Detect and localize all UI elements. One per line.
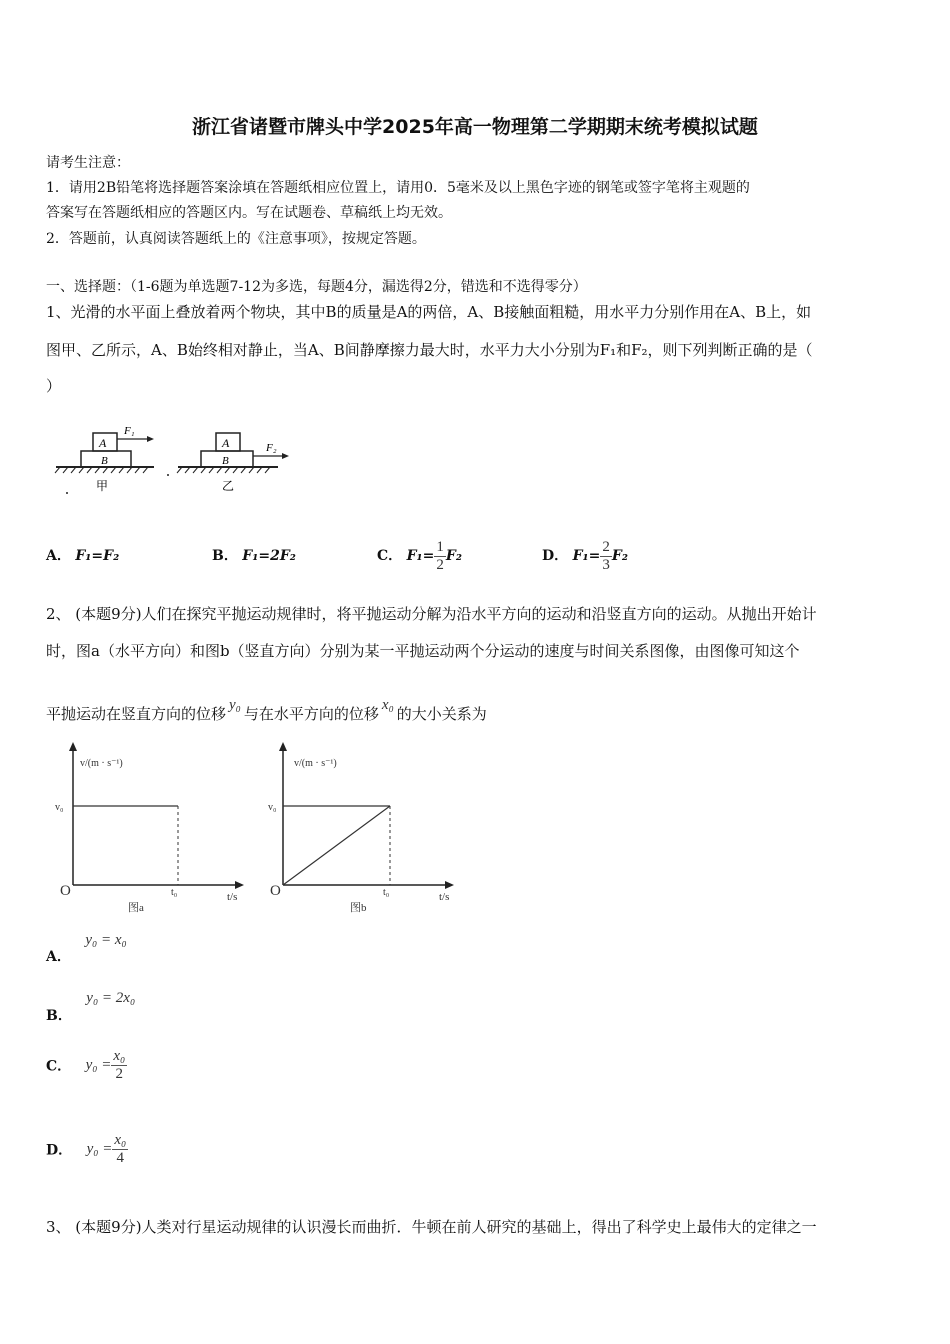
question-2-option-c[interactable] <box>46 1048 127 1083</box>
option-text: F₁= <box>406 548 435 564</box>
x0-symbol: x₀ <box>381 697 394 713</box>
question-1-line-1: 1、光滑的水平面上叠放着两个物块，其中B的质量是A的两倍，A、B接触面粗糙，用水平力分别作用在A、B上，如 <box>46 303 812 321</box>
option-expression: y₀ = <box>86 1141 113 1157</box>
fraction-numerator: x₀ <box>114 1132 127 1148</box>
notice-line-2: 2．答题前，认真阅读答题纸上的《注意事项》，按规定答题。 <box>46 231 426 247</box>
question-1-option-d[interactable] <box>542 517 628 574</box>
option-expression: y₀ = <box>85 1057 112 1073</box>
section-heading: 一、选择题：（1-6题为单选题7-12为多选，每题4分，漏选得2分，错选和不选得零分） <box>46 279 587 295</box>
question-1-line-2: 图甲、乙所示，A、B始终相对静止，当A、B间静摩擦力最大时，水平力大小分别为F₁和F₂，则下列判断正确的是（ <box>46 341 813 359</box>
y-axis-label: v/(m · s⁻¹) <box>80 758 123 769</box>
page-title: 浙江省诸暨市牌头中学2025年高一物理第二学期期末统考模拟试题 <box>192 116 758 138</box>
figure-yi <box>167 433 289 493</box>
option-text: F₂ <box>445 548 462 564</box>
fraction <box>600 539 612 574</box>
question-1-option-b[interactable] <box>212 545 296 565</box>
fraction-numerator: x₀ <box>113 1048 126 1064</box>
question-2-option-d[interactable] <box>46 1132 128 1167</box>
fraction-denominator: 3 <box>602 556 610 573</box>
question-2-line-2: 时，图a（水平方向）和图b（竖直方向）分别为某一平抛运动两个分运动的速度与时间关系图像，由图像可知这个 <box>46 642 800 660</box>
option-text: F₁=F₂ <box>75 548 120 564</box>
fraction-denominator: 2 <box>115 1066 124 1082</box>
fraction-numerator: 1 <box>436 538 444 555</box>
question-1-figure <box>46 420 306 500</box>
fraction <box>111 1048 127 1083</box>
option-letter: B． <box>46 1008 72 1024</box>
notice-line-1a: 1．请用2B铅笔将选择题答案涂填在答题纸相应位置上，请用0．5毫米及以上黑色字迹的钢笔或签字笔将主观题的 <box>46 180 750 196</box>
y-axis-label: v/(m · s⁻¹) <box>294 758 337 769</box>
t0-tick-label: t₀ <box>383 887 390 898</box>
graph-caption: 图a <box>128 902 144 914</box>
y0-symbol: y₀ <box>229 697 241 713</box>
block-b-label: B <box>101 455 108 467</box>
option-letter: C． <box>377 548 403 564</box>
force-1-label: F₁ <box>124 425 135 437</box>
option-letter: D． <box>542 548 569 564</box>
graph-b <box>268 742 454 914</box>
question-2-figure <box>46 742 466 917</box>
figure-caption-yi: 乙 <box>222 479 235 493</box>
block-b-label: B <box>222 455 229 467</box>
figure-caption-jia: 甲 <box>96 479 109 493</box>
origin-label: O <box>270 883 281 899</box>
option-letter: A． <box>46 949 71 965</box>
fraction <box>112 1132 128 1167</box>
question-2-line-3 <box>46 697 487 724</box>
origin-label: O <box>60 883 71 899</box>
text: 平抛运动在竖直方向的位移 <box>46 705 227 723</box>
option-text: F₂ <box>611 548 628 564</box>
v0-tick-label: v₀ <box>55 802 64 813</box>
force-2-label: F₂ <box>266 442 277 454</box>
t0-tick-label: t₀ <box>171 887 178 898</box>
fraction <box>434 539 446 574</box>
block-a-label: A <box>99 436 107 450</box>
text: 的大小关系为 <box>396 705 487 723</box>
question-1-option-a[interactable] <box>46 545 119 565</box>
option-letter: C． <box>46 1058 72 1075</box>
question-2-option-a[interactable] <box>46 932 127 966</box>
notice-line-1b: 答案写在答题纸相应的答题区内。写在试题卷、草稿纸上均无效。 <box>46 205 452 221</box>
notice-heading: 请考生注意： <box>46 155 130 171</box>
text: 与在水平方向的位移 <box>243 705 379 723</box>
option-letter: B． <box>212 548 238 564</box>
option-expression: y₀ = x₀ <box>85 932 127 948</box>
figure-jia <box>55 425 154 494</box>
option-letter: D． <box>46 1142 73 1159</box>
graph-a <box>55 742 244 914</box>
question-2-option-b[interactable] <box>46 990 135 1025</box>
question-2-line-1: 2、 (本题9分)人们在探究平抛运动规律时，将平抛运动分解为沿水平方向的运动和沿竖直方向的运动。从抛出开始计 <box>46 605 817 623</box>
block-a-label: A <box>222 436 230 450</box>
graph-caption: 图b <box>350 902 367 914</box>
fraction-numerator: 2 <box>602 538 610 555</box>
question-3-line-1: 3、 (本题9分)人类对行星运动规律的认识漫长而曲折．牛顿在前人研究的基础上，得出了科学史上最伟大的定律之一 <box>46 1218 817 1236</box>
x-axis-label: t/s <box>439 891 450 903</box>
option-text: F₁=2F₂ <box>242 548 296 564</box>
v0-tick-label: v₀ <box>268 802 277 813</box>
question-1-option-c[interactable] <box>377 517 462 574</box>
option-expression: y₀ = 2x₀ <box>86 990 136 1006</box>
question-1-line-3: ） <box>46 377 62 395</box>
option-text: F₁= <box>572 548 601 564</box>
x-axis-label: t/s <box>227 891 238 903</box>
option-letter: A． <box>46 548 71 564</box>
fraction-denominator: 4 <box>116 1150 125 1166</box>
fraction-denominator: 2 <box>436 556 444 573</box>
